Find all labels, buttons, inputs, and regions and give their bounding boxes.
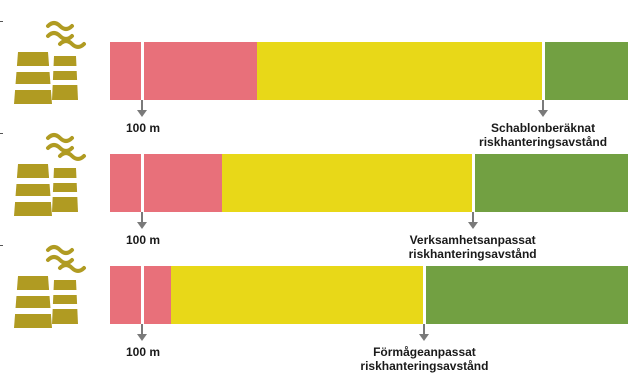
far-distance-label-line2: riskhanteringsavstånd	[479, 135, 608, 149]
yellow-zone	[222, 154, 472, 212]
far-arrow-icon	[538, 110, 548, 117]
far-distance-label-line1: Förmågeanpassat	[373, 345, 476, 359]
far-distance-marker	[542, 42, 545, 100]
near-arrow-stem	[141, 100, 143, 110]
near-distance-label: 100 m	[126, 233, 161, 247]
green-zone	[543, 42, 628, 100]
near-arrow-stem	[141, 212, 143, 222]
risk-zone-bar	[110, 42, 628, 100]
cooling-tower-icon	[8, 126, 98, 226]
risk-zone-bar	[110, 266, 628, 324]
far-distance-label	[360, 345, 488, 373]
yellow-zone	[257, 42, 543, 100]
green-zone	[473, 154, 628, 212]
cooling-tower-icon	[8, 14, 98, 114]
red-zone	[110, 154, 222, 212]
near-distance-marker	[141, 154, 144, 212]
distance-row	[0, 126, 644, 261]
green-zone	[424, 266, 628, 324]
near-arrow-icon	[137, 222, 147, 229]
near-arrow-icon	[137, 334, 147, 341]
edge-tick	[0, 21, 3, 22]
far-distance-marker	[423, 266, 426, 324]
far-arrow-stem	[423, 324, 425, 334]
far-distance-label-line2: riskhanteringsavstånd	[408, 247, 537, 261]
risk-zone-bar	[110, 154, 628, 212]
far-distance-label-line2: riskhanteringsavstånd	[360, 359, 489, 373]
near-distance-label: 100 m	[126, 121, 161, 135]
near-arrow-stem	[141, 324, 143, 334]
near-distance-marker	[141, 266, 144, 324]
far-distance-marker	[472, 154, 475, 212]
far-arrow-stem	[472, 212, 474, 222]
far-arrow-icon	[468, 222, 478, 229]
distance-row	[0, 14, 644, 149]
red-zone	[110, 42, 257, 100]
edge-tick	[0, 133, 3, 134]
cooling-tower-icon	[8, 238, 98, 338]
distance-row	[0, 238, 644, 373]
near-distance-marker	[141, 42, 144, 100]
near-arrow-icon	[137, 110, 147, 117]
near-distance-label: 100 m	[126, 345, 161, 359]
far-distance-label-line1: Verksamhetsanpassat	[409, 233, 536, 247]
yellow-zone	[171, 266, 425, 324]
far-arrow-icon	[419, 334, 429, 341]
far-distance-label-line1: Schablonberäknat	[491, 121, 596, 135]
edge-tick	[0, 245, 3, 246]
far-arrow-stem	[542, 100, 544, 110]
